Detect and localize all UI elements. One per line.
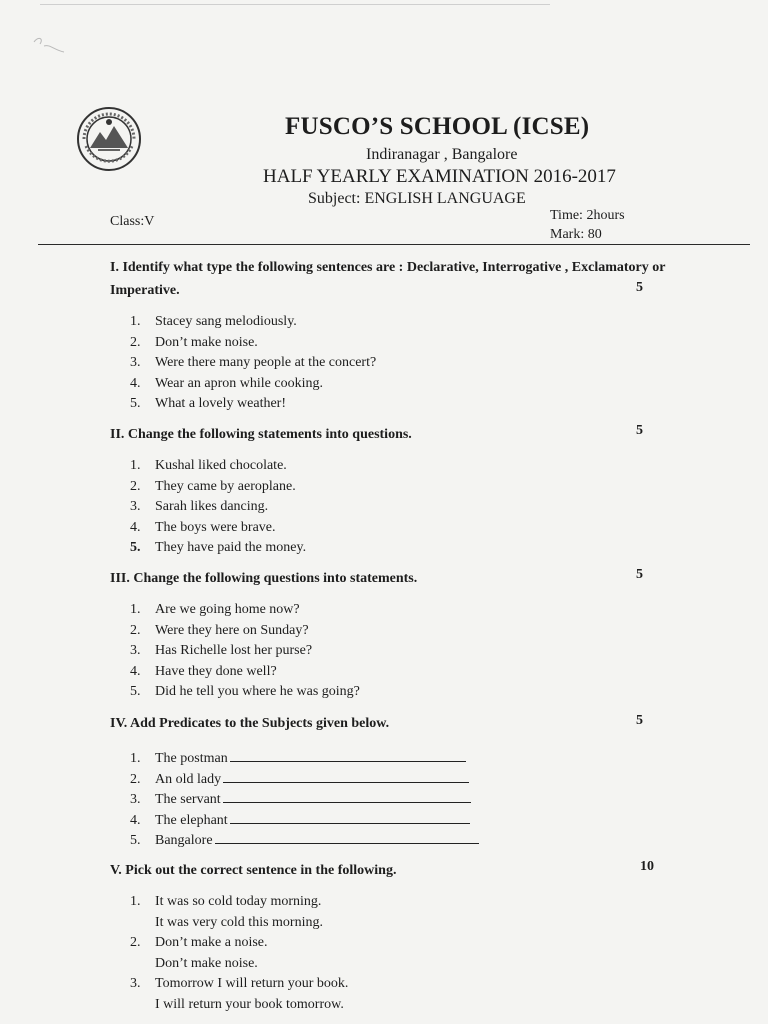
item-number: 4. [130,519,141,535]
item-number: 5. [130,684,141,699]
answer-blank-line[interactable] [223,769,469,783]
item-text: Were they here on Sunday? [155,622,309,638]
list-item [130,933,348,954]
item-number: 4. [130,375,141,391]
item-number: 1. [130,602,141,617]
school-name: FUSCO’S SCHOOL (ICSE) [285,113,590,140]
list-item [130,333,376,354]
item-text: What a lovely weather! [155,396,286,411]
scan-edge-line [40,4,550,5]
list-item [130,748,479,769]
item-text: Has Richelle lost her purse? [155,643,313,658]
question-heading: II. Change the following statements into questions. [110,427,412,442]
time-label: Time: 2hours [550,208,625,223]
list-item [130,769,479,790]
item-number: 2. [130,935,141,950]
question-marks: 10 [640,859,654,874]
item-number: 4. [130,812,141,828]
item-text: Sarah likes dancing. [155,499,269,514]
list-item [130,995,348,1016]
list-item [130,641,360,662]
list-item [130,913,348,934]
list-item [130,954,348,975]
item-text: Were there many people at the concert? [155,355,377,370]
question-items [130,892,348,1015]
item-text: They came by aeroplane. [155,478,296,494]
item-number: 2. [130,771,141,787]
item-text: It was very cold this morning. [155,914,323,930]
item-text: Bangalore [155,833,213,848]
answer-blank-line[interactable] [223,789,471,803]
item-number: 1. [130,751,141,766]
item-number: 2. [130,478,141,494]
item-text: The boys were brave. [155,519,276,535]
answer-blank-line[interactable] [230,810,470,824]
item-number: 1. [130,894,141,909]
item-text: Don’t make noise. [155,334,258,350]
list-item [130,789,479,810]
question-marks: 5 [636,567,643,582]
item-number: 3. [130,499,141,514]
item-text: I will return your book tomorrow. [155,996,344,1012]
item-text: The postman [155,751,228,766]
item-text: Have they done well? [155,663,277,679]
item-text: Are we going home now? [155,602,300,617]
question-items [130,312,376,415]
school-crest-logo [76,106,142,172]
answer-blank-line[interactable] [230,748,466,762]
list-item [130,810,479,831]
answer-blank-line[interactable] [215,830,479,844]
item-number: 5. [130,833,141,848]
list-item [130,456,306,477]
pencil-scribble-icon [30,32,70,56]
item-text: Did he tell you where he was going? [155,684,360,699]
item-number: 3. [130,643,141,658]
list-item [130,538,306,559]
subject-line: Subject: ENGLISH LANGUAGE [308,190,526,207]
list-item [130,830,479,851]
list-item [130,974,348,995]
item-text: Don’t make noise. [155,955,258,971]
item-number: 5. [130,396,141,411]
class-label: Class:V [110,214,155,229]
list-item [130,353,376,374]
question-heading-line: I. Identify what type the following sentences are : Declarative, Interrogative , Exclamatory or [110,260,666,275]
item-text: Don’t make a noise. [155,935,268,950]
question-marks: 5 [636,713,643,728]
item-text: Kushal liked chocolate. [155,458,287,473]
question-heading [110,258,710,301]
item-text: Wear an apron while cooking. [155,375,323,391]
item-text: They have paid the money. [155,540,307,555]
item-number: 2. [130,334,141,350]
list-item [130,892,348,913]
question-items [130,600,360,703]
list-item [130,394,376,415]
item-number: 3. [130,355,141,370]
item-text: The elephant [155,812,228,828]
item-text: The servant [155,792,221,807]
list-item [130,497,306,518]
item-text: An old lady [155,771,222,787]
item-text: It was so cold today morning. [155,894,322,909]
item-number: 2. [130,622,141,638]
item-number: 3. [130,976,141,991]
list-item [130,600,360,621]
list-item [130,312,376,333]
question-heading: III. Change the following questions into statements. [110,571,418,586]
list-item [130,477,306,498]
mark-label: Mark: 80 [550,227,602,242]
question-marks: 5 [636,423,643,438]
item-text: Stacey sang melodiously. [155,314,297,329]
list-item [130,682,360,703]
school-address: Indiranagar , Bangalore [366,146,518,163]
list-item [130,621,360,642]
question-items [130,748,479,851]
question-heading-line: Imperative. [110,283,180,298]
question-heading: IV. Add Predicates to the Subjects given below. [110,716,390,731]
item-number: 1. [130,314,141,329]
exam-title: HALF YEARLY EXAMINATION 2016-2017 [263,166,616,187]
header-divider [38,244,750,245]
item-number: 3. [130,792,141,807]
question-items [130,456,306,559]
question-marks: 5 [636,280,643,295]
question-heading: V. Pick out the correct sentence in the following. [110,863,397,878]
list-item [130,518,306,539]
item-number: 5. [130,540,141,555]
item-number: 1. [130,458,141,473]
item-number: 4. [130,663,141,679]
list-item [130,662,360,683]
list-item [130,374,376,395]
item-text: Tomorrow I will return your book. [155,976,349,991]
